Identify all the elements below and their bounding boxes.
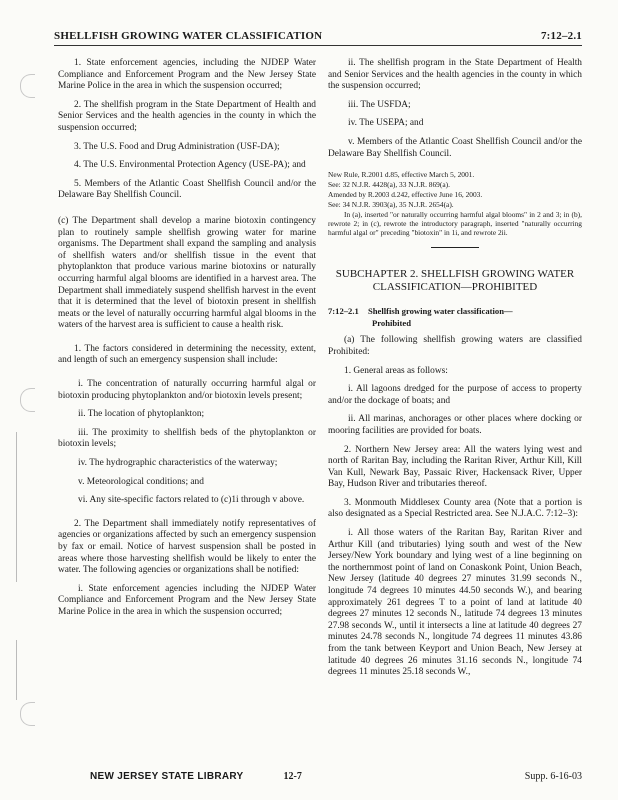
paragraph: 1. State enforcement agencies, including the NJDEP Water Compliance and Enforcement Program and the New Jersey State Marine Police in the area in which the suspension occurred; xyxy=(58,58,316,92)
paragraph: v. Members of the Atlantic Coast Shellfish Council and/or the Delaware Bay Shellfish Council. xyxy=(328,136,582,159)
paragraph: v. Meteorological conditions; and xyxy=(78,476,204,487)
history-note: In (a), inserted "or naturally occurring harmful algal blooms" in 2 and 3; in (b), rewrote 2; in (c), rewrote the introductory paragraph, inserted "naturally occurring harmful algal or" preceding "biotoxin" in 1i, and rewrote 2ii. xyxy=(328,210,582,238)
paragraph: iv. The hydrographic characteristics of the waterway; xyxy=(78,458,278,469)
supplement-date: Supp. 6-16-03 xyxy=(524,771,582,782)
paragraph: vi. Any site-specific factors related to (c)1i through v above. xyxy=(78,495,305,506)
paragraph: 1. General areas as follows: xyxy=(344,365,448,376)
margin-line xyxy=(16,640,17,700)
page-footer xyxy=(90,771,582,782)
paragraph: i. State enforcement agencies including the NJDEP Water Compliance and Enforcement Program and the New Jersey State Marine Police in the area in which the suspension occurred; xyxy=(58,583,316,617)
paragraph: ii. The location of phytoplankton; xyxy=(78,409,205,420)
section-title: Shellfish growing water classification— xyxy=(368,306,513,317)
paragraph: iii. The USFDA; xyxy=(348,99,411,110)
paragraph: 5. Members of the Atlantic Coast Shellfish Council and/or the Delaware Bay Shellfish Council. xyxy=(58,178,316,201)
paragraph: 4. The U.S. Environmental Protection Agency (USE-PA); and xyxy=(74,160,306,171)
running-header xyxy=(54,30,582,46)
paragraph: 2. The Department shall immediately notify representatives of agencies or organizations affected by such an emergency suspension by fax or email. Notice of harvest suspension shall be posted in areas where those harvesting shellfish would be likely to enter the water. The following agencies or organizations shall be notified: xyxy=(58,518,316,576)
history-note: See: 34 N.J.R. 3903(a), 35 N.J.R. 2654(a). xyxy=(328,200,454,210)
section-heading xyxy=(328,306,582,329)
right-column xyxy=(328,58,582,686)
paragraph: 3. The U.S. Food and Drug Administration (USF-DA); xyxy=(74,141,280,152)
section-title-cont: Prohibited xyxy=(372,317,411,328)
paragraph: i. All those waters of the Raritan Bay, Raritan River and Arthur Kill (and tributaries) lying south and west of the New Jersey/New York boundary and lying west of a line beginning on the northernmost point of land on Conaskonk Point, Union Beach, New Jersey (latitude 40 degrees 27 minutes 31.99 seconds N., longitude 74 degrees 10 minutes 44.50 seconds W.), and bearing approximately 261 degrees T to a point of land at latitude 40 degrees 27 minutes 12 seconds N., latitude 74 degrees 13 minutes 27.98 seconds W., until it intersects a line at latitude 40 degrees 27 minutes 24.78 seconds N., longitude 74 degrees 11 minutes 43.86 from the tank between Keyport and Union Beach, New Jersey at latitude 40 degrees 26 minutes 31.16 seconds N., longitude 74 degrees 11 minutes 25.18 seconds W., xyxy=(328,528,582,678)
section-number: 7:12–2.1 xyxy=(328,306,359,317)
left-column xyxy=(58,58,316,626)
subchapter-line-1: SUBCHAPTER 2. SHELLFISH GROWING WATER xyxy=(335,268,575,281)
paragraph: 1. The factors considered in determining the necessity, extent, and length of such an emergency suspension shall include: xyxy=(58,343,316,366)
divider xyxy=(431,247,479,248)
paragraph: ii. The shellfish program in the State Department of Health and Senior Services and the health agencies in the county in which the suspension occurred; xyxy=(328,58,582,92)
header-title: SHELLFISH GROWING WATER CLASSIFICATION xyxy=(54,30,323,42)
paragraph: i. All lagoons dredged for the purpose of access to property and/or the dockage of boats; and xyxy=(328,384,582,406)
paragraph: 3. Monmouth Middlesex County area (Note that a portion is also designated as a Special Restricted area. See N.J.A.C. 7:12–3): xyxy=(328,497,582,520)
paragraph: ii. All marinas, anchorages or other places where docking or mooring facilities are provided for boats. xyxy=(328,414,582,436)
paragraph: 2. Northern New Jersey area: All the waters lying west and north of Raritan Bay, including the Raritan River, Arthur Kill, Kill Van Kull, Newark Bay, Passaic River, Hackensack River, Upper Bay, Hudson River and tributaries thereof. xyxy=(328,444,582,490)
subchapter-heading xyxy=(328,268,582,294)
punch-hole-mark xyxy=(20,74,35,98)
history-note: New Rule, R.2001 d.85, effective March 5, 2001. xyxy=(328,170,475,180)
margin-line xyxy=(16,432,17,582)
header-section-code: 7:12–2.1 xyxy=(540,30,582,42)
paragraph: 2. The shellfish program in the State Department of Health and Senior Services and the health agencies in the county in which the suspension occurred; xyxy=(58,99,316,133)
subchapter-line-2: CLASSIFICATION—PROHIBITED xyxy=(372,281,538,294)
history-note: See: 32 N.J.R. 4428(a), 33 N.J.R. 869(a). xyxy=(328,180,450,190)
paragraph: i. The concentration of naturally occurring harmful algal or biotoxin producing phytoplankton and/or biotoxin levels present; xyxy=(58,379,316,401)
paragraph: iii. The proximity to shellfish beds of the phytoplankton or biotoxin levels; xyxy=(58,427,316,450)
punch-hole-mark xyxy=(20,702,35,726)
history-note: Amended by R.2003 d.242, effective June 16, 2003. xyxy=(328,190,483,200)
paragraph: (c) The Department shall develop a marine biotoxin contingency plan to routinely sample shellfish growing water for marine organisms. The Department shall expand the sampling and analysis of shellfish waters and/or shellfish tissue in the event that phytoplankton that produce various marine biotoxins or naturally occurring harmful algal blooms are identified in a harvest area. The Department shall immediately suspend shellfish harvest in the event that it is determined that the level of biotoxin present in shellfish meats or the level of naturally occurring harmful algal blooms in the waters of the harvest area is sufficient to cause a health risk. xyxy=(58,215,316,331)
paragraph: iv. The USEPA; and xyxy=(348,118,424,129)
library-stamp: NEW JERSEY STATE LIBRARY xyxy=(90,771,244,782)
page-number: 12-7 xyxy=(283,771,302,782)
paragraph: (a) The following shellfish growing waters are classified Prohibited: xyxy=(328,335,582,357)
punch-hole-mark xyxy=(20,388,35,412)
